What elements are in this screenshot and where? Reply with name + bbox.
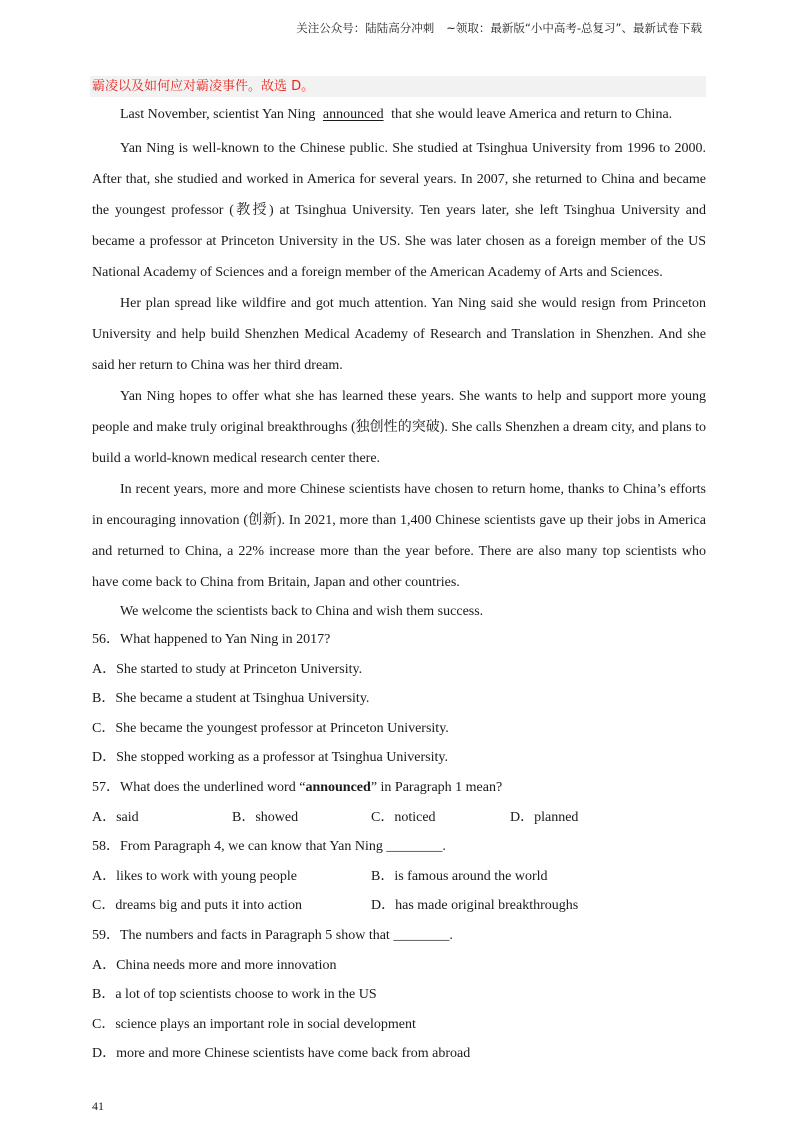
header-left-text: 关注公众号：陆陆高分冲刺 [296,21,435,35]
question-57-options [92,803,706,833]
question-57-option-d: D．planned [510,809,579,825]
passage-paragraph-6: We welcome the scientists back to China and wish them success. [120,604,484,619]
passage-paragraph-1: Last November, scientist Yan Ning announced that she would leave America and return to China. [120,107,673,122]
question-59-option-b: B．a lot of top scientists choose to work in the US [92,987,377,1003]
question-56-stem: 56．What happened to Yan Ning in 2017? [92,632,331,647]
question-59-option-a: A．China needs more and more innovation [92,957,337,973]
underlined-word: announced [322,107,384,122]
question-58-options-row-1 [92,862,706,892]
question-56-option-d: D．She stopped working as a professor at Tsinghua University. [92,750,448,766]
question-58-option-a: A．likes to work with young people [92,868,297,884]
question-59-stem: 59．The numbers and facts in Paragraph 5 show that ________. [92,927,453,943]
question-58-stem: 58．From Paragraph 4, we can know that Yan Ning ________. [92,839,446,855]
question-57-stem: 57．What does the underlined word “announced” in Paragraph 1 mean? [92,779,503,795]
question-58-options-row-2 [92,891,706,921]
question-57-option-b: B．showed [232,809,299,825]
question-56-option-b: B．She became a student at Tsinghua University. [92,691,370,707]
passage-paragraph-4: Yan Ning hopes to offer what she has learned these years. She wants to help and support more young people and make truly original breakthroughs (独创性的突破). She calls Shenzhen a dream city, and plans to build a world-known medical research center there. [92,389,706,466]
previous-answer-explanation: 霸凌以及如何应对霸凌事件。故选 D。 [90,76,706,97]
page-header [296,20,702,36]
passage-paragraph-2: Yan Ning is well-known to the Chinese public. She studied at Tsinghua University from 1996 to 2000. After that, she studied and worked in America for several years. In 2007, she returned to China and became the youngest professor (教授) at Tsinghua University. Ten years later, she left Tsinghua University and became a professor at Princeton University in the US. She was later chosen as a foreign member of the US National Academy of Sciences and a foreign member of the American Academy of Arts and Sciences. [92,141,706,280]
question-59-option-c: C．science plays an important role in social development [92,1016,416,1032]
question-56-option-a: A．She started to study at Princeton University. [92,661,363,677]
passage-paragraph-3: Her plan spread like wildfire and got much attention. Yan Ning said she would resign from Princeton University and help build Shenzhen Medical Academy of Research and Translation in Shenzhen. And she said her return to China was her third dream. [92,296,706,373]
question-58-option-b: B．is famous around the world [371,868,548,884]
reading-passage [92,101,706,627]
passage-paragraph-5: In recent years, more and more Chinese scientists have chosen to return home, thanks to China’s efforts in encouraging innovation (创新). In 2021, more than 1,400 Chinese scientists gave up their jobs in America and returned to China, a 22% increase more than the year before. There are also many top scientists who have come back to China from Britain, Japan and other countries. [92,482,706,590]
page-number: 41 [92,1099,104,1113]
question-58-option-c: C．dreams big and puts it into action [92,898,302,914]
bold-word: announced [305,779,371,795]
question-56-option-c: C．She became the youngest professor at Princeton University. [92,720,449,736]
question-57-option-c: C．noticed [371,809,436,825]
question-58-option-d: D．has made original breakthroughs [371,898,579,914]
header-right-text: ~领取：最新版“小中高考-总复习”、最新试卷下载 [446,21,702,35]
question-57-option-a: A．said [92,809,139,825]
question-list [92,625,706,1069]
question-59-option-d: D．more and more Chinese scientists have come back from abroad [92,1046,471,1062]
